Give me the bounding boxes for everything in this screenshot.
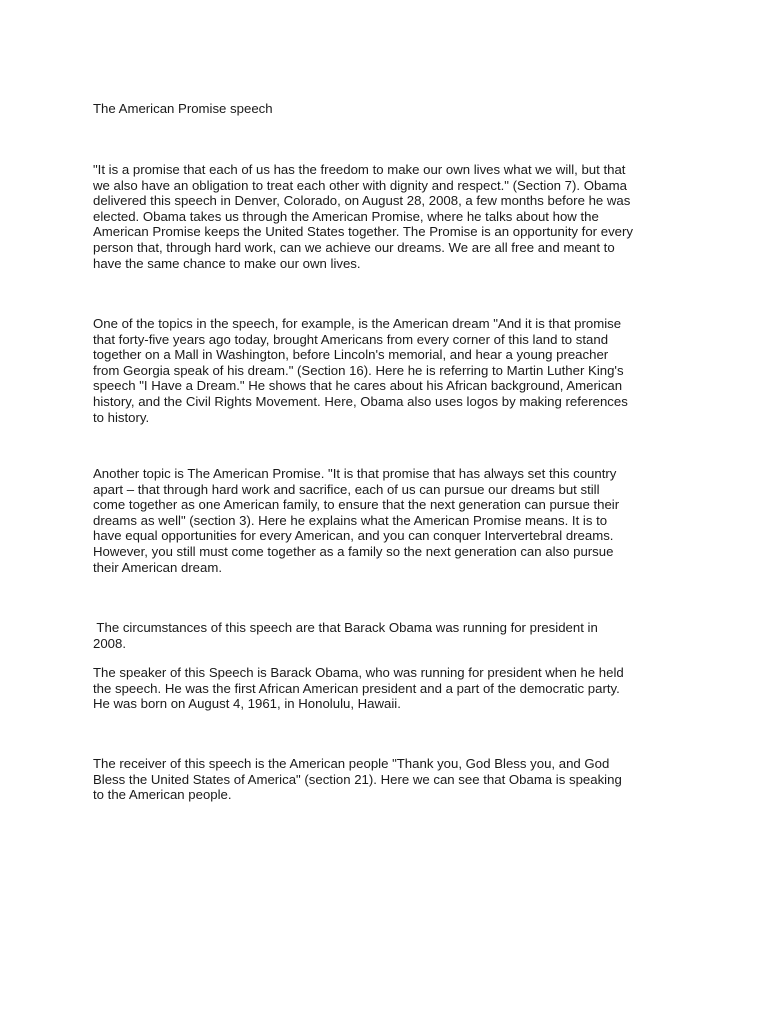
paragraph-line: we also have an obligation to treat each other with dignity and respect." (Section 7). Obama xyxy=(93,177,627,193)
paragraph-line: have the same chance to make our own lives. xyxy=(93,255,361,271)
paragraph-line: One of the topics in the speech, for example, is the American dream "And it is that promise xyxy=(93,316,622,331)
paragraph-line: that forty-five years ago today, brought Americans from every corner of this land to stand xyxy=(93,331,609,347)
paragraph-line: However, you still must come together as a family so the next generation can also pursue xyxy=(93,543,614,559)
paragraph-receiver xyxy=(93,756,683,803)
paragraph-line: to the American people. xyxy=(93,787,232,803)
paragraph-line: The circumstances of this speech are that Barack Obama was running for president in xyxy=(93,620,598,635)
paragraph-line: together on a Mall in Washington, before Lincoln's memorial, and hear a young preacher xyxy=(93,347,609,363)
paragraph-line: from Georgia speak of his dream." (Section 16). Here he is referring to Martin Luther King's xyxy=(93,362,624,378)
paragraph-line: come together as one American family, to ensure that the next generation can pursue their xyxy=(93,497,620,513)
paragraph-line: dreams as well" (section 3). Here he explains what the American Promise means. It is to xyxy=(93,512,608,528)
paragraph-line: 2008. xyxy=(93,635,127,651)
paragraph-line: person that, through hard work, can we achieve our dreams. We are all free and meant to xyxy=(93,239,615,255)
paragraph-line: history, and the Civil Rights Movement. Here, Obama also uses logos by making references xyxy=(93,393,628,409)
paragraph-circumstances xyxy=(93,620,683,651)
document-title: The American Promise speech xyxy=(93,101,273,116)
paragraph-line: Another topic is The American Promise. "It is that promise that has always set this country xyxy=(93,466,617,481)
paragraph-line: He was born on August 4, 1961, in Honolulu, Hawaii. xyxy=(93,696,401,712)
paragraph-line: "It is a promise that each of us has the freedom to make our own lives what we will, but that xyxy=(93,162,626,177)
paragraph-speaker xyxy=(93,665,683,712)
paragraph-line: Bless the United States of America" (section 21). Here we can see that Obama is speaking xyxy=(93,771,622,787)
paragraph-american-dream xyxy=(93,316,683,425)
paragraph-line: have equal opportunities for every American, and you can conquer Intervertebral dreams. xyxy=(93,528,614,544)
paragraph-line: apart – that through hard work and sacrifice, each of us can pursue our dreams but still xyxy=(93,481,600,497)
paragraph-line: The receiver of this speech is the American people "Thank you, God Bless you, and God xyxy=(93,756,610,771)
paragraph-line: delivered this speech in Denver, Colorado, on August 28, 2008, a few months before he was xyxy=(93,193,631,209)
paragraph-line: American Promise keeps the United States together. The Promise is an opportunity for every xyxy=(93,224,633,240)
paragraph-line: speech "I Have a Dream." He shows that he cares about his African background, American xyxy=(93,378,623,394)
paragraph-line: the speech. He was the first African American president and a part of the democratic party. xyxy=(93,680,620,696)
paragraph-line: their American dream. xyxy=(93,559,222,575)
paragraph-american-promise xyxy=(93,466,683,575)
paragraph-line: to history. xyxy=(93,409,150,425)
paragraph-line: The speaker of this Speech is Barack Obama, who was running for president when he held xyxy=(93,665,624,680)
paragraph-intro xyxy=(93,162,683,271)
paragraph-line: elected. Obama takes us through the American Promise, where he talks about how the xyxy=(93,208,599,224)
